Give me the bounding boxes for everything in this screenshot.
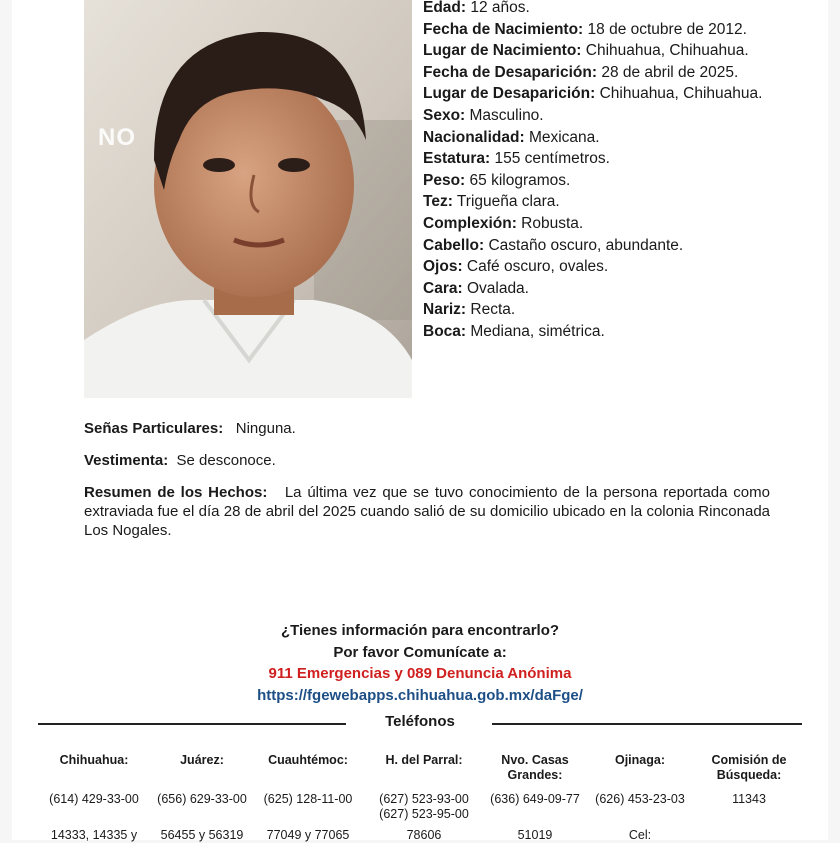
- phone-col-nuevo-casas-grandes: Nvo. Casas Grandes: (636) 649-09-77 51019: [490, 753, 580, 842]
- info-row-complexion: Complexión: Robusta.: [423, 214, 584, 232]
- phone-col-cuauhtemoc: Cuauhtémoc: (625) 128-11-00 77049 y 77065: [263, 753, 353, 842]
- report-link[interactable]: https://fgewebapps.chihuahua.gob.mx/daFge/: [257, 686, 583, 704]
- personal-data-list: [423, 0, 823, 343]
- phone-col-comision-busqueda: Comisión de Búsqueda: 11343: [711, 753, 787, 806]
- emergency-numbers: 911 Emergencias y 089 Denuncia Anónima: [268, 665, 572, 682]
- info-row-fecha-nacimiento: Fecha de Nacimiento: 18 de octubre de 2012.: [423, 20, 747, 38]
- info-row-edad: Edad: 12 años.: [423, 0, 530, 16]
- info-row-boca: Boca: Mediana, simétrica.: [423, 322, 605, 340]
- info-row-lugar-nacimiento: Lugar de Nacimiento: Chihuahua, Chihuahua.: [423, 42, 749, 60]
- info-row-cabello: Cabello: Castaño oscuro, abundante.: [423, 236, 684, 254]
- telefonos-heading: Teléfonos: [385, 713, 455, 730]
- info-row-sexo: Sexo: Masculino.: [423, 106, 544, 124]
- info-row-nariz: Nariz: Recta.: [423, 301, 516, 319]
- info-row-estatura: Estatura: 155 centímetros.: [423, 150, 610, 168]
- info-row-fecha-desaparicion: Fecha de Desaparición: 28 de abril de 2025.: [423, 63, 739, 81]
- senas-particulares: Señas Particulares: Ninguna.: [84, 420, 296, 437]
- info-row-peso: Peso: 65 kilogramos.: [423, 171, 571, 189]
- photo-stamp-text: NO: [98, 124, 136, 151]
- portrait-illustration: [84, 0, 412, 398]
- phone-col-chihuahua: Chihuahua: (614) 429-33-00 14333, 14335 y: [49, 753, 139, 842]
- info-row-cara: Cara: Ovalada.: [423, 279, 529, 297]
- phone-col-parral: H. del Parral: (627) 523-93-00 (627) 523-95-00 78606: [379, 753, 469, 842]
- info-row-tez: Tez: Trigueña clara.: [423, 193, 560, 211]
- missing-person-photo: [84, 0, 412, 398]
- phone-col-juarez: Juárez: (656) 629-33-00 56455 y 56319: [157, 753, 247, 842]
- info-row-ojos: Ojos: Café oscuro, ovales.: [423, 258, 609, 276]
- contact-block: [0, 620, 840, 706]
- resumen-hechos: Resumen de los Hechos: La última vez que se tuvo conocimiento de la persona reportada como extraviada fue el día 28 de abril del 2025 cuando salió de su domicilio ubicado en la colonia Rinconada Los Nogales.: [84, 484, 770, 539]
- divider-right: [492, 723, 802, 725]
- vestimenta: Vestimenta: Se desconoce.: [84, 452, 276, 469]
- contact-please: Por favor Comunícate a:: [333, 643, 507, 661]
- phone-col-ojinaga: Ojinaga: (626) 453-23-03 Cel:: [595, 753, 685, 842]
- contact-question: ¿Tienes información para encontrarlo?: [280, 622, 560, 639]
- info-row-nacionalidad: Nacionalidad: Mexicana.: [423, 128, 600, 146]
- info-row-lugar-desaparicion: Lugar de Desaparición: Chihuahua, Chihuahua.: [423, 85, 763, 103]
